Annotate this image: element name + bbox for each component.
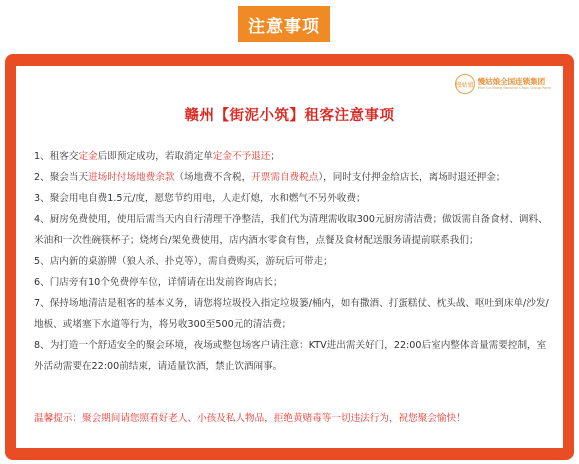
rules-list: [34, 146, 549, 377]
rule-highlight: 开票需自费税点: [251, 172, 319, 183]
rule-item: [34, 209, 549, 251]
rule-item: [34, 293, 549, 335]
rule-text: ），同时支付押金给店长，离场时退还押金；: [318, 172, 506, 183]
rule-text: 1、租客交: [34, 151, 79, 162]
rule-item: [34, 335, 549, 377]
rule-text: 6、门店旁有10个免费停车位，详情请在出发前咨询店长；: [34, 277, 283, 288]
rule-item: [34, 251, 549, 272]
rule-text: 后即预定成功，若取消定单: [97, 151, 213, 162]
header-badge: 注意事项: [238, 6, 330, 42]
warm-tip: 温馨提示：聚会期间请您照看好老人、小孩及私人物品，拒绝黄赌毒等一切违法行为，祝您聚会愉快！: [34, 413, 466, 424]
brand-logo: [455, 74, 551, 94]
rule-highlight: 定金不予退还: [212, 151, 271, 162]
rule-item: [34, 272, 549, 293]
rule-highlight: 进场时付场地费余款: [88, 172, 175, 183]
logo-mark-icon: 慢姑娘: [455, 74, 475, 94]
rule-item: [34, 146, 549, 167]
logo-tagline: Man Gu Niang National Chain Group Party: [477, 86, 551, 90]
rule-text: 2、聚会当天: [34, 172, 89, 183]
rule-text: （场地费不含税，: [174, 172, 252, 183]
rule-highlight: 定金: [78, 151, 98, 162]
rule-text: 5、店内新的桌游牌（狼人杀、扑克等），需自费购买，游玩后可带走；: [34, 256, 333, 267]
rule-text: 3、聚会用电自费1.5元/度，愿您节约用电，人走灯熄，水和燃气不另外收费；: [34, 193, 366, 204]
rule-text: 4、厨房免费使用，使用后需当天内自行清理干净整洁，我们代为清理需收取300元厨房清洁费；做饭需自备食材、调料、米油和一次性碗筷杯子；烧烤台/架免费使用，店内酒水零食有售，点餐及食材配送服务请提前联系我们；: [34, 214, 548, 246]
notice-card: [16, 66, 563, 448]
rule-text: 7、保持场地清洁是租客的基本义务，请您将垃圾投入指定垃圾篓/桶内，如有撒酒、打蛋糕仗、枕头战、呕吐到床单/沙发/地板、或堵塞下水道等行为，将另收300至500元的清洁费；: [34, 298, 549, 330]
page-title: 赣州【街泥小筑】租客注意事项: [184, 108, 395, 124]
rule-item: [34, 188, 549, 209]
rule-text: ；: [270, 151, 280, 162]
rule-item: [34, 167, 549, 188]
logo-name: 慢姑娘全国连锁集团: [477, 77, 546, 86]
rule-text: 8、为打造一个舒适安全的聚会环境，夜场或整包场客户请注意：KTV进出需关好门，22:00后室内整体音量需要控制，室外活动需要在22:00前结束，请适量饮酒，禁止饮酒闹事。: [34, 340, 547, 372]
